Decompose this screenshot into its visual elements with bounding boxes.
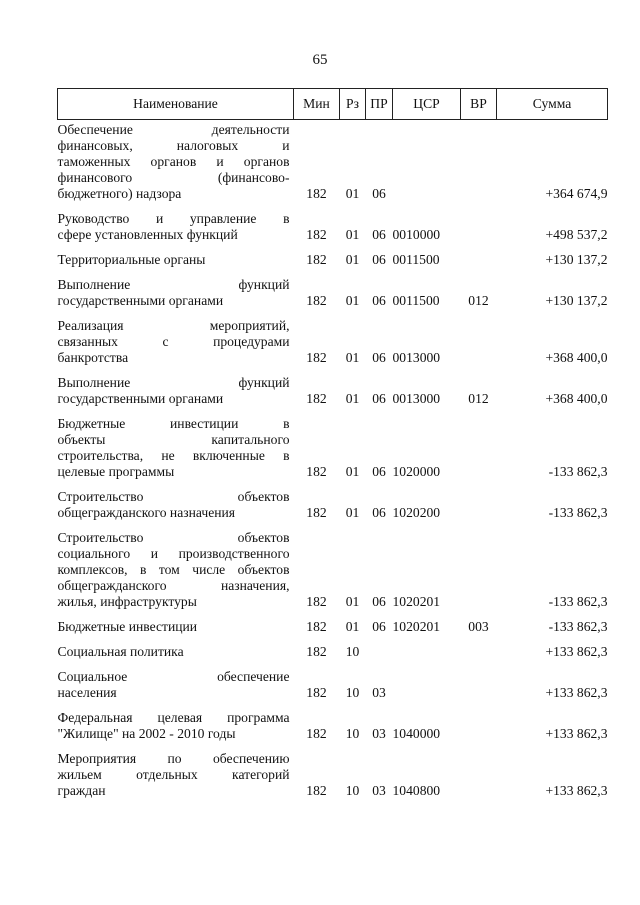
row-rz-cell: 01 bbox=[345, 505, 360, 520]
column-header-name: Наименование bbox=[58, 89, 294, 120]
row-min-cell: 182 bbox=[306, 726, 327, 741]
row-rz-cell: 01 bbox=[345, 293, 360, 308]
table-row bbox=[58, 120, 608, 212]
row-name-cell bbox=[58, 669, 294, 710]
row-name-line: финансовых, налоговых и bbox=[57, 138, 290, 153]
row-pr-cell: 06 bbox=[372, 619, 386, 634]
row-sum-cell: +368 400,0 bbox=[545, 350, 608, 365]
row-csr-cell bbox=[393, 669, 461, 710]
column-header-min: Мин bbox=[294, 89, 340, 120]
row-name-line: Обеспечение деятельности bbox=[57, 122, 290, 137]
row-vr-cell bbox=[461, 318, 497, 375]
row-csr-cell: 0011500 bbox=[392, 252, 440, 267]
row-sum-cell: +130 137,2 bbox=[545, 293, 608, 308]
row-csr-cell bbox=[393, 644, 461, 669]
row-name-line: Бюджетные инвестиции bbox=[57, 619, 198, 634]
row-name-line: жилья, инфраструктуры bbox=[57, 594, 197, 609]
row-vr-cell bbox=[461, 530, 497, 619]
budget-table bbox=[57, 88, 608, 808]
row-rz-cell: 01 bbox=[345, 350, 360, 365]
row-name-line: Руководство и управление в bbox=[57, 211, 290, 226]
row-name-line: общегражданского назначения bbox=[57, 505, 236, 520]
table-row bbox=[58, 211, 608, 252]
table-row bbox=[58, 318, 608, 375]
row-name-cell bbox=[58, 120, 294, 212]
row-min-cell: 182 bbox=[306, 783, 327, 798]
row-pr-cell: 06 bbox=[372, 391, 386, 406]
row-csr-cell: 1020200 bbox=[392, 505, 441, 520]
row-name-line: Выполнение функций bbox=[57, 277, 290, 292]
row-name-line: объекты капитального bbox=[57, 432, 290, 447]
row-rz-cell: 10 bbox=[345, 783, 360, 798]
row-name-line: Социальная политика bbox=[57, 644, 184, 659]
row-sum-cell: +498 537,2 bbox=[545, 227, 608, 242]
row-min-cell: 182 bbox=[306, 350, 327, 365]
row-vr-cell bbox=[461, 211, 497, 252]
table-row bbox=[58, 710, 608, 751]
row-sum-cell: +133 862,3 bbox=[545, 685, 608, 700]
row-vr-cell bbox=[461, 710, 497, 751]
table-row bbox=[58, 530, 608, 619]
row-csr-cell: 1020201 bbox=[392, 594, 441, 609]
table-row bbox=[58, 751, 608, 808]
row-sum-cell: +133 862,3 bbox=[545, 726, 608, 741]
row-pr-cell: 06 bbox=[372, 186, 386, 201]
row-name-line: Социальное обеспечение bbox=[57, 669, 290, 684]
row-rz-cell: 10 bbox=[345, 685, 360, 700]
row-vr-cell: 012 bbox=[468, 293, 489, 308]
row-name-cell bbox=[58, 710, 294, 751]
row-name-line: Федеральная целевая программа bbox=[57, 710, 290, 725]
row-name-cell bbox=[58, 375, 294, 416]
row-rz-cell: 01 bbox=[345, 594, 360, 609]
row-csr-cell bbox=[393, 120, 461, 212]
row-name-cell bbox=[58, 252, 294, 277]
row-name-line: общегражданского назначения, bbox=[57, 578, 290, 593]
row-vr-cell bbox=[461, 751, 497, 808]
row-name-cell bbox=[58, 489, 294, 530]
row-min-cell: 182 bbox=[306, 391, 327, 406]
row-min-cell: 182 bbox=[306, 227, 327, 242]
row-csr-cell: 0011500 bbox=[392, 293, 440, 308]
row-csr-cell: 1040000 bbox=[392, 726, 441, 741]
page-number: 65 bbox=[312, 52, 328, 68]
row-csr-cell: 0013000 bbox=[392, 350, 441, 365]
row-name-line: Реализация мероприятий, bbox=[57, 318, 290, 333]
table-row bbox=[58, 619, 608, 644]
row-vr-cell: 003 bbox=[468, 619, 489, 634]
row-name-cell bbox=[58, 751, 294, 808]
table-row bbox=[58, 375, 608, 416]
row-min-cell: 182 bbox=[306, 293, 327, 308]
row-rz-cell: 01 bbox=[345, 464, 360, 479]
row-pr-cell: 06 bbox=[372, 505, 386, 520]
row-pr-cell: 06 bbox=[372, 227, 386, 242]
row-name-line: строительства, не включенные в bbox=[57, 448, 290, 463]
row-pr-cell: 06 bbox=[372, 594, 386, 609]
row-name-line: Строительство объектов bbox=[57, 530, 290, 545]
row-csr-cell: 1020201 bbox=[392, 619, 441, 634]
row-rz-cell: 01 bbox=[345, 186, 360, 201]
row-name-line: Строительство объектов bbox=[57, 489, 290, 504]
row-rz-cell: 10 bbox=[345, 644, 360, 659]
row-sum-cell: -133 862,3 bbox=[548, 505, 608, 520]
row-name-line: комплексов, в том числе объектов bbox=[57, 562, 290, 577]
column-header-pr: ПР bbox=[366, 89, 393, 120]
row-name-line: банкротства bbox=[57, 350, 129, 365]
column-header-rz: Рз bbox=[340, 89, 366, 120]
row-name-line: Выполнение функций bbox=[57, 375, 290, 390]
row-rz-cell: 01 bbox=[345, 391, 360, 406]
row-vr-cell bbox=[461, 120, 497, 212]
row-sum-cell: +133 862,3 bbox=[545, 783, 608, 798]
row-rz-cell: 01 bbox=[345, 252, 360, 267]
row-pr-cell: 06 bbox=[372, 350, 386, 365]
row-name-line: Бюджетные инвестиции в bbox=[57, 416, 290, 431]
row-name-line: связанных с процедурами bbox=[57, 334, 290, 349]
row-min-cell: 182 bbox=[306, 252, 327, 267]
row-vr-cell bbox=[461, 489, 497, 530]
row-min-cell: 182 bbox=[306, 619, 327, 634]
row-name-line: "Жилище" на 2002 - 2010 годы bbox=[57, 726, 236, 741]
row-sum-cell: -133 862,3 bbox=[548, 594, 608, 609]
row-name-line: государственными органами bbox=[57, 293, 224, 308]
row-min-cell: 182 bbox=[306, 594, 327, 609]
row-name-line: жильем отдельных категорий bbox=[57, 767, 290, 782]
row-name-line: бюджетного) надзора bbox=[57, 186, 182, 201]
table-row bbox=[58, 252, 608, 277]
row-name-cell bbox=[58, 530, 294, 619]
table-header-row bbox=[58, 89, 608, 120]
row-name-line: граждан bbox=[57, 783, 106, 798]
row-vr-cell bbox=[461, 644, 497, 669]
column-header-csr: ЦСР bbox=[393, 89, 461, 120]
row-sum-cell: +368 400,0 bbox=[545, 391, 608, 406]
row-name-line: сфере установленных функций bbox=[57, 227, 238, 242]
row-name-cell bbox=[58, 211, 294, 252]
row-pr-cell: 03 bbox=[372, 726, 386, 741]
column-header-vr: ВР bbox=[461, 89, 497, 120]
row-pr-cell: 06 bbox=[372, 293, 386, 308]
row-min-cell: 182 bbox=[306, 644, 327, 659]
row-name-line: целевые программы bbox=[57, 464, 175, 479]
table-body bbox=[58, 120, 608, 809]
row-min-cell: 182 bbox=[306, 186, 327, 201]
row-pr-cell: 03 bbox=[372, 685, 386, 700]
row-pr-cell bbox=[366, 644, 393, 669]
row-name-line: Мероприятия по обеспечению bbox=[57, 751, 290, 766]
row-name-cell bbox=[58, 416, 294, 489]
row-name-line: финансового (финансово- bbox=[57, 170, 290, 185]
row-sum-cell: -133 862,3 bbox=[548, 464, 608, 479]
row-vr-cell: 012 bbox=[468, 391, 489, 406]
row-min-cell: 182 bbox=[306, 464, 327, 479]
row-name-line: социального и производственного bbox=[57, 546, 290, 561]
row-sum-cell: +133 862,3 bbox=[545, 644, 608, 659]
table-row bbox=[58, 416, 608, 489]
row-csr-cell: 1020000 bbox=[392, 464, 441, 479]
row-name-cell bbox=[58, 318, 294, 375]
row-sum-cell: +130 137,2 bbox=[545, 252, 608, 267]
row-csr-cell: 0013000 bbox=[392, 391, 441, 406]
row-name-cell bbox=[58, 619, 294, 644]
table-row bbox=[58, 489, 608, 530]
row-name-line: Территориальные органы bbox=[57, 252, 206, 267]
row-vr-cell bbox=[461, 252, 497, 277]
row-min-cell: 182 bbox=[306, 505, 327, 520]
row-csr-cell: 0010000 bbox=[392, 227, 441, 242]
table-row bbox=[58, 644, 608, 669]
row-pr-cell: 03 bbox=[372, 783, 386, 798]
row-pr-cell: 06 bbox=[372, 464, 386, 479]
row-name-cell bbox=[58, 277, 294, 318]
row-rz-cell: 01 bbox=[345, 619, 360, 634]
row-pr-cell: 06 bbox=[372, 252, 386, 267]
row-vr-cell bbox=[461, 669, 497, 710]
row-rz-cell: 01 bbox=[345, 227, 360, 242]
table-row bbox=[58, 277, 608, 318]
row-name-cell bbox=[58, 644, 294, 669]
table-row bbox=[58, 669, 608, 710]
row-name-line: таможенных органов и органов bbox=[57, 154, 290, 169]
row-csr-cell: 1040800 bbox=[392, 783, 441, 798]
row-name-line: населения bbox=[57, 685, 117, 700]
row-min-cell: 182 bbox=[306, 685, 327, 700]
column-header-sum: Сумма bbox=[497, 89, 608, 120]
row-vr-cell bbox=[461, 416, 497, 489]
row-rz-cell: 10 bbox=[345, 726, 360, 741]
row-sum-cell: +364 674,9 bbox=[545, 186, 608, 201]
row-sum-cell: -133 862,3 bbox=[548, 619, 608, 634]
row-name-line: государственными органами bbox=[57, 391, 224, 406]
